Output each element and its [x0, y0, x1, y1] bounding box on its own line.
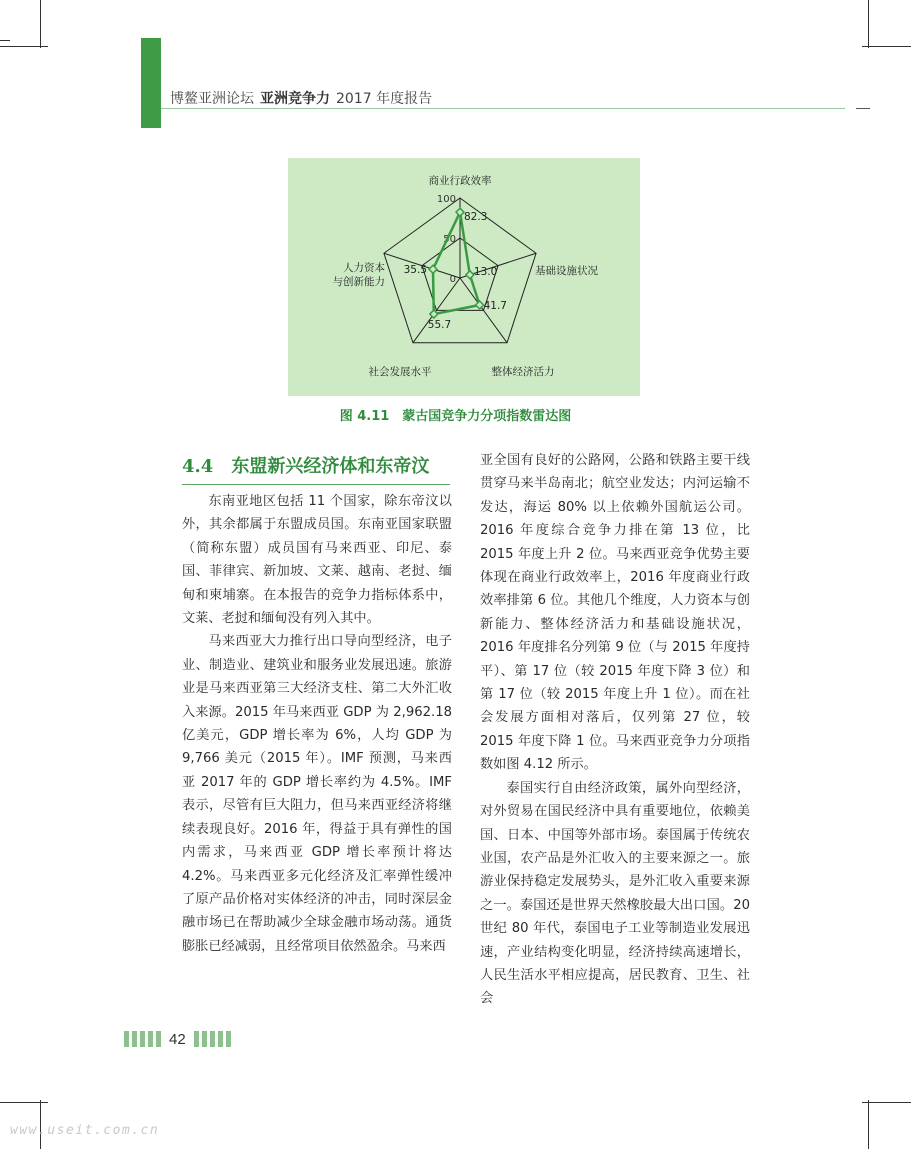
running-header [170, 88, 432, 108]
radar-point [476, 301, 484, 309]
radar-chart-svg [288, 158, 640, 396]
radar-point [456, 208, 464, 216]
radar-tick-label: 0 [449, 274, 456, 285]
crop-mark [0, 40, 10, 41]
radar-point [430, 310, 438, 318]
header-tick [856, 108, 870, 109]
radar-axis-label: 商业行政效率 [428, 175, 492, 187]
radar-tick-label: 50 [443, 234, 456, 245]
radar-value-label: 41.7 [483, 299, 507, 312]
radar-value-label: 55.7 [427, 319, 452, 332]
page-deco-right [194, 1031, 231, 1047]
crop-mark [862, 46, 911, 47]
header-year: 2017 年度报告 [336, 91, 433, 107]
radar-tick-label: 100 [436, 194, 456, 205]
header-rule [161, 108, 845, 109]
header-accent-bar [141, 38, 161, 128]
watermark: www.useit.com.cn [10, 1123, 160, 1138]
crop-mark [0, 1102, 48, 1103]
crop-mark [40, 0, 41, 48]
figure-caption: 图 4.11 蒙古国竞争力分项指数雷达图 [339, 409, 572, 424]
radar-chart [288, 158, 640, 396]
radar-axis-label: 社会发展水平 [368, 366, 432, 378]
header-title: 亚洲竞争力 [260, 91, 330, 107]
section-title: 4.4 东盟新兴经济体和东帝汶 [182, 456, 430, 477]
radar-series-line [433, 212, 480, 314]
paragraph: 马来西亚大力推行出口导向型经济，电子业、制造业、建筑业和服务业发展迅速。旅游业是马来西亚第三大经济支柱、第二大外汇收入来源。2015 年马来西亚 GDP 为 2,962.18 亿美元，GDP 增长率为 6%，人均 GDP 为 9,766 美元（2015 年）。IMF 预测，马来西亚 2017 年的 GDP 增长率约为 4.5%。IMF 表示，尽管有巨大阻力，但马来西亚经济将继续表现良好。2016 年，得益于具有弹性的国内需求，马来西亚 GDP 增长率预计将达 4.2%。马来西亚多元化经济及汇率弹性缓冲了原产品价格对实体经济的冲击，同时深层金融市场已在帮助减少全球金融市场动荡。通货膨胀已经减弱，且经常项目依然盈余。马来西 [182, 634, 452, 954]
radar-point [466, 271, 474, 279]
page-deco-left [124, 1031, 161, 1047]
radar-value-label: 13.0 [473, 265, 498, 278]
paragraph: 亚全国有良好的公路网，公路和铁路主要干线贯穿马来半岛南北；航空业发达；内河运输不发达，海运 80% 以上依赖外国航运公司。2016 年度综合竞争力排在第 13 位，比 2015 年度上升 2 位。马来西亚竞争优势主要体现在商业行政效率上，2016 年度商业行政效率排第 6 位。其他几个维度，人力资本与创新能力、整体经济活力和基础设施状况，2016 年度排名分列第 9 位（与 2015 年度持平）、第 17 位（较 2015 年度下降 3 位）和第 17 位（较 2015 年度上升 1 位）。而在社会发展方面相对落后，仅列第 27 位，较 2015 年度下降 1 位。马来西亚竞争力分项指数如图 4.12 所示。 [480, 453, 750, 773]
crop-mark [868, 1100, 869, 1149]
page-number-block [124, 1030, 231, 1048]
radar-axis-label: 基础设施状况 [535, 265, 598, 277]
paragraph: 东南亚地区包括 11 个国家，除东帝汶以外，其余都属于东盟成员国。东南亚国家联盟（简称东盟）成员国有马来西亚、印尼、泰国、菲律宾、新加坡、文莱、越南、老挝、缅甸和柬埔寨。在本报告的竞争力指标体系中，文莱、老挝和缅甸没有列入其中。 [182, 494, 452, 627]
radar-point [429, 265, 437, 273]
radar-value-label: 82.3 [464, 211, 488, 224]
crop-mark [0, 46, 48, 47]
header-forum: 博鳌亚洲论坛 [170, 91, 254, 107]
radar-value-label: 35.5 [403, 264, 427, 277]
left-column [182, 490, 452, 958]
section-rule [182, 484, 450, 485]
right-column [480, 449, 750, 1011]
crop-mark [862, 1102, 911, 1103]
crop-mark [868, 0, 869, 48]
radar-axis-label: 整体经济活力 [491, 366, 555, 378]
paragraph: 泰国实行自由经济政策，属外向型经济，对外贸易在国民经济中具有重要地位，依赖美国、日本、中国等外部市场。泰国属于传统农业国，农产品是外汇收入的主要来源之一。旅游业保持稳定发展势头，是外汇收入重要来源之一。泰国还是世界天然橡胶最大出口国。20 世纪 80 年代，泰国电子工业等制造业发展迅速，产业结构变化明显，经济持续高速增长，人民生活水平相应提高，居民教育、卫生、社会 [480, 780, 750, 1007]
radar-axis-label: 人力资本 [343, 262, 385, 274]
radar-axis-label: 与创新能力 [332, 276, 385, 288]
page-number: 42 [169, 1030, 186, 1048]
